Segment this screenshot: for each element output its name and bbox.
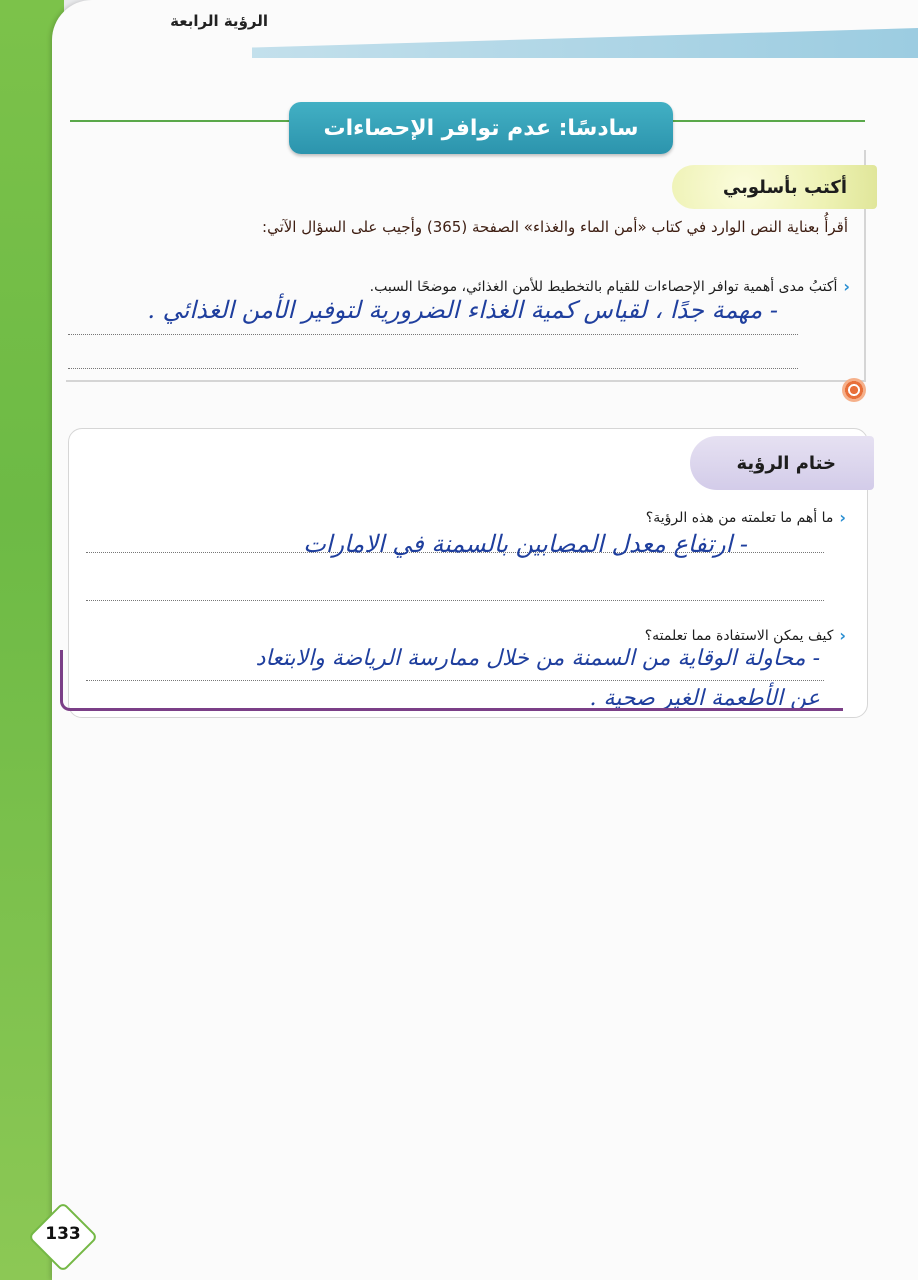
instruction-text: أقرأُ بعناية النص الوارد في كتاب «أمن الماء والغذاء» الصفحة (365) وأجيب على السؤال الآتي: bbox=[262, 218, 848, 236]
page-number: 133 bbox=[45, 1224, 81, 1244]
handwritten-answer-2-line-2: عن الأطعمة الغير صحية . bbox=[589, 686, 820, 711]
closing-question-2: كيف يمكن الاستفادة مما تعلمته؟ bbox=[644, 627, 834, 644]
section-title: سادسًا: عدم توافر الإحصاءات bbox=[289, 102, 673, 154]
running-title: الرؤية الرابعة bbox=[170, 12, 268, 30]
handwritten-bracket bbox=[60, 650, 843, 711]
closing-question-1: ما أهم ما تعلمته من هذه الرؤية؟ bbox=[645, 509, 834, 526]
question-row bbox=[370, 277, 850, 296]
answer-line-2 bbox=[68, 368, 798, 369]
chevron-icon: ‹ bbox=[839, 626, 846, 645]
question-text: أكتبُ مدى أهمية توافر الإحصاءات للقيام بالتخطيط للأمن الغذائي، موضحًا السبب. bbox=[369, 278, 838, 295]
handwritten-answer-1: - ارتفاع معدل المصابين بالسمنة في الامارات bbox=[303, 530, 748, 558]
subheading-closing: ختام الرؤية bbox=[690, 436, 874, 490]
closing-question-1-row bbox=[646, 508, 846, 527]
closing-line-2 bbox=[86, 600, 824, 601]
chevron-icon: ‹ bbox=[843, 277, 850, 296]
subheading-write: أكتب بأسلوبي bbox=[672, 165, 877, 209]
closing-question-2-row bbox=[645, 626, 846, 645]
chevron-icon: ‹ bbox=[839, 508, 846, 527]
answer-line-1 bbox=[68, 334, 798, 335]
handwritten-answer-2-line-1: - محاولة الوقاية من السمنة من خلال ممارسة الرياضة والابتعاد bbox=[255, 646, 820, 671]
target-icon bbox=[842, 378, 866, 402]
handwritten-answer: - مهمة جدًا ، لقياس كمية الغذاء الضرورية لتوفير الأمن الغذائي . bbox=[147, 296, 778, 324]
